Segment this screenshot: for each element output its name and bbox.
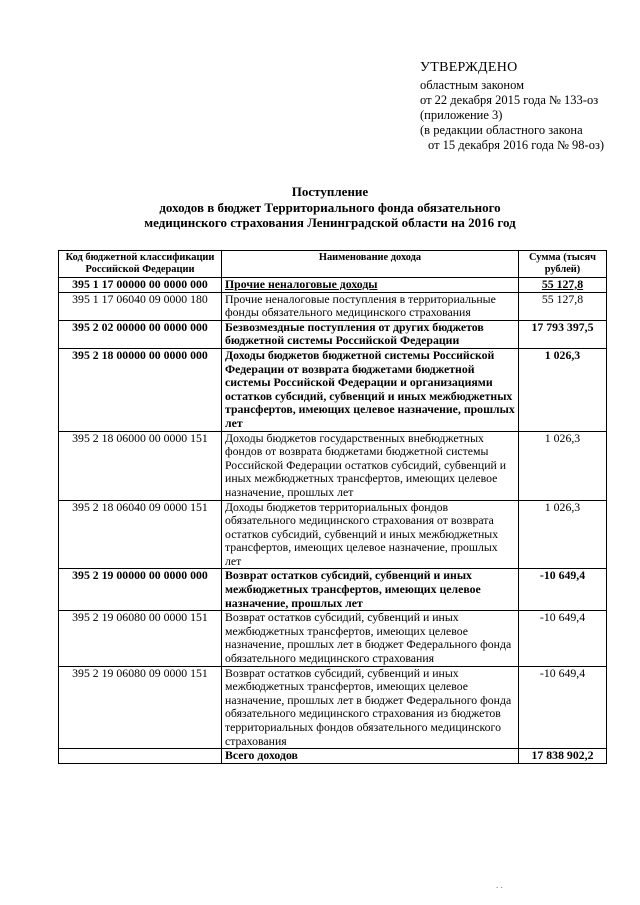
row-amount: 1 026,3 — [519, 500, 607, 569]
row-name — [222, 278, 519, 293]
footer-marks: . . — [496, 880, 503, 890]
total-row — [59, 749, 607, 764]
row-name: Возврат остатков субсидий, субвенций и иных межбюджетных трансфертов, имеющих целевое назначение, прошлых лет в бюджет Федерального фонда обязательного медицинского страхования из бюджетов территориальных фондов обязательного медицинского страхования — [222, 666, 519, 749]
row-name-text: Прочие неналоговые доходы — [225, 277, 378, 291]
heading-line: медицинского страхования Ленинградской области на 2016 год — [144, 215, 516, 230]
table-row — [59, 278, 607, 293]
row-code: 395 2 18 06040 09 0000 151 — [59, 500, 222, 569]
row-name: Доходы бюджетов государственных внебюджетных фондов от возврата бюджетами бюджетной системы Российской Федерации остатков субсидий, субвенций и иных межбюджетных трансфертов, имеющих целевое назначение, прошлых лет — [222, 431, 519, 500]
row-code: 395 2 18 00000 00 0000 000 — [59, 348, 222, 431]
table-row — [59, 431, 607, 500]
row-name: Возврат остатков субсидий, субвенций и иных межбюджетных трансфертов, имеющих целевое назначение, прошлых лет — [222, 569, 519, 611]
approval-line: областным законом — [420, 78, 525, 92]
heading-line: доходов в бюджет Территориального фонда обязательного — [159, 199, 501, 215]
approval-title: УТВЕРЖДЕНО — [420, 60, 518, 75]
table-row — [59, 348, 607, 431]
row-code: 395 2 18 06000 00 0000 151 — [59, 431, 222, 500]
row-name: Прочие неналоговые поступления в территориальные фонды обязательного медицинского страхования — [222, 292, 519, 320]
row-amount: 1 026,3 — [519, 348, 607, 431]
approval-line: (в редакции областного закона — [420, 123, 583, 137]
row-amount: 55 127,8 — [519, 292, 607, 320]
row-amount: 17 793 397,5 — [519, 320, 607, 348]
row-name: Доходы бюджетов бюджетной системы Российской Федерации от возврата бюджетами бюджетной системы Российской Федерации и организациями остатков субсидий, субвенций и иных межбюджетных трансфертов, имеющих целевое назначение, прошлых лет — [222, 348, 519, 431]
row-amount — [519, 278, 607, 293]
row-name: Доходы бюджетов территориальных фондов обязательного медицинского страхования от возврата остатков субсидий, субвенций и иных межбюджетных трансфертов, имеющих целевое назначение, прошлых лет — [222, 500, 519, 569]
row-amount: -10 649,4 — [519, 611, 607, 666]
row-code: 395 2 19 00000 00 0000 000 — [59, 569, 222, 611]
table-row — [59, 292, 607, 320]
revenue-table — [58, 250, 607, 764]
approval-line: от 15 декабря 2016 года № 98-оз) — [428, 138, 605, 152]
table-row — [59, 500, 607, 569]
document-heading — [60, 184, 600, 231]
header-amount: Сумма (тысяч рублей) — [519, 251, 607, 278]
row-amount: -10 649,4 — [519, 569, 607, 611]
heading-line: Поступление — [291, 184, 369, 199]
total-label: Всего доходов — [222, 749, 519, 764]
approval-stamp — [420, 60, 625, 153]
row-code: 395 1 17 00000 00 0000 000 — [59, 278, 222, 293]
row-name: Возврат остатков субсидий, субвенций и иных межбюджетных трансфертов, имеющих целевое назначение, прошлых лет в бюджет Федерального фонда обязательного медицинского страхования — [222, 611, 519, 666]
row-code: 395 1 17 06040 09 0000 180 — [59, 292, 222, 320]
total-amount: 17 838 902,2 — [519, 749, 607, 764]
table-header-row — [59, 251, 607, 278]
header-name: Наименование дохода — [222, 251, 519, 278]
row-code: 395 2 02 00000 00 0000 000 — [59, 320, 222, 348]
table-row — [59, 569, 607, 611]
approval-line: от 22 декабря 2015 года № 133-оз — [420, 93, 599, 107]
row-amount-text: 55 127,8 — [541, 277, 584, 291]
row-amount: -10 649,4 — [519, 666, 607, 749]
header-code: Код бюджетной классификации Российской Федерации — [59, 251, 222, 278]
row-code: 395 2 19 06080 00 0000 151 — [59, 611, 222, 666]
row-name: Безвозмездные поступления от других бюджетов бюджетной системы Российской Федерации — [222, 320, 519, 348]
total-code-cell — [59, 749, 222, 764]
table-row — [59, 666, 607, 749]
row-code: 395 2 19 06080 09 0000 151 — [59, 666, 222, 749]
table-row — [59, 320, 607, 348]
approval-line: (приложение 3) — [420, 108, 503, 122]
row-amount: 1 026,3 — [519, 431, 607, 500]
table-row — [59, 611, 607, 666]
